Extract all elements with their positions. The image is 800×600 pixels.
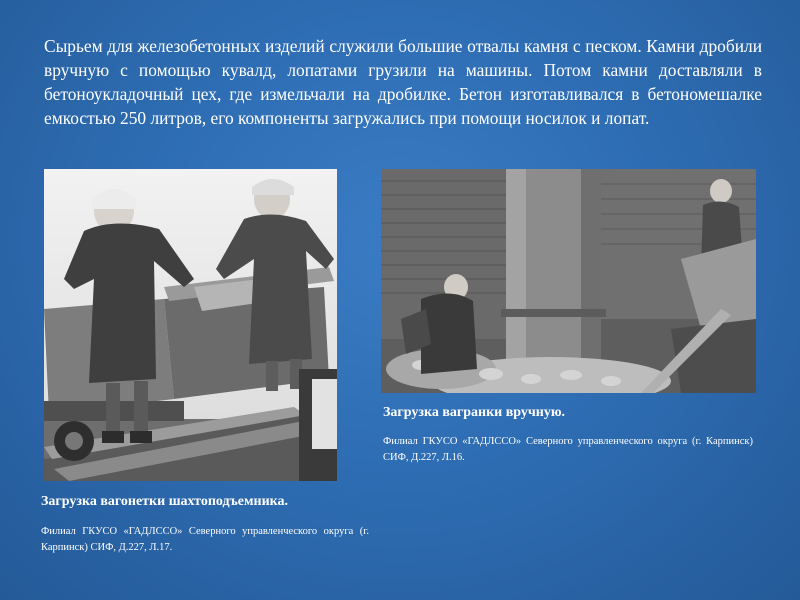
caption-cupola: Загрузка вагранки вручную. xyxy=(383,405,566,420)
photo-loading-cupola xyxy=(381,169,756,393)
intro-paragraph: Сырьем для железобетонных изделий служили большие отвалы камня с песком. Камни дробили вручную с помощью кувалд, лопатами грузили на машины. Потом камни доставляли в бетоноукладочный цех, где измельчали на дробилке. Бетон изготавливался в бетономешалке емкостью 250 литров, его компоненты загружались при помощи носилок и лопат. xyxy=(44,36,762,128)
photo-loading-trolley xyxy=(44,169,337,481)
source-cupola: Филиал ГКУСО «ГАДЛССО» Северного управленческого округа (г. Карпинск) СИФ, Д.227, Л.16. xyxy=(383,436,753,463)
source-trolley: Филиал ГКУСО «ГАДЛССО» Северного управленческого округа (г. Карпинск) СИФ, Д.227, Л.17. xyxy=(41,526,369,553)
caption-trolley: Загрузка вагонетки шахтоподъемника. xyxy=(41,494,288,509)
